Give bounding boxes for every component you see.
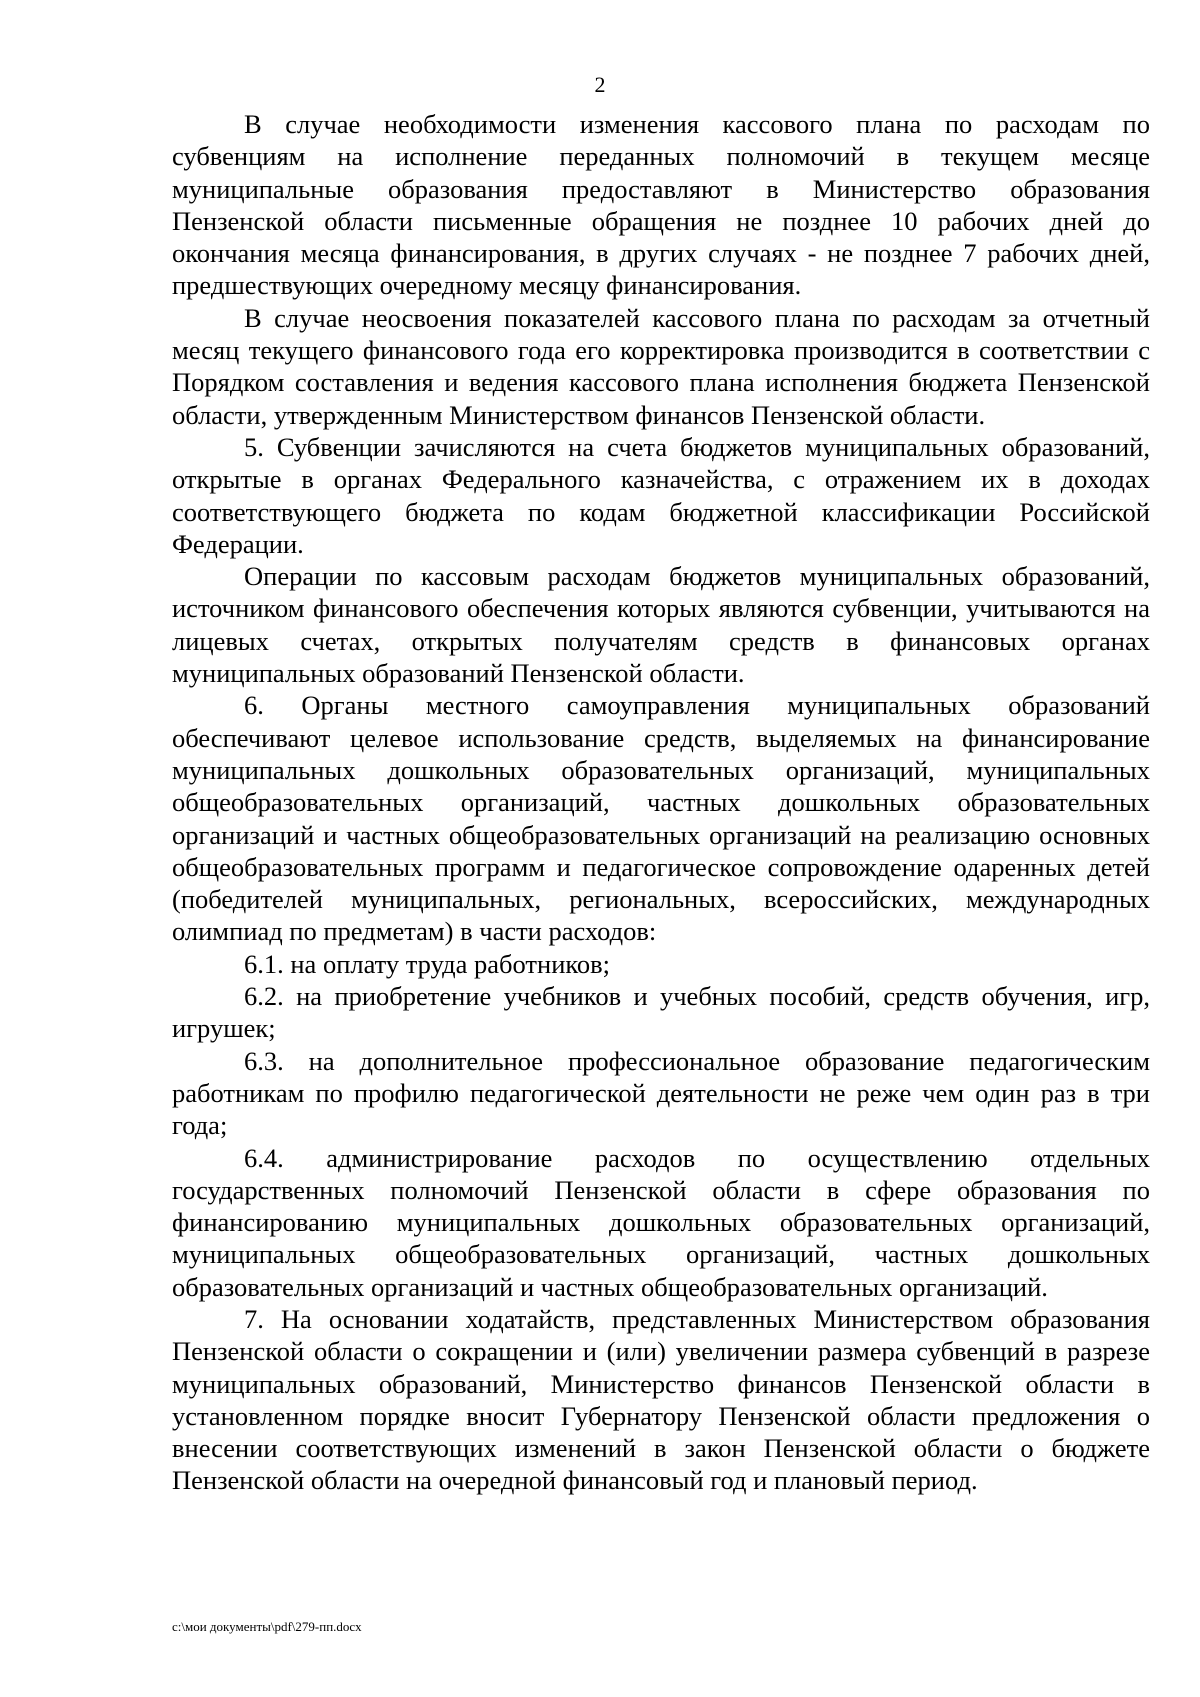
paragraph-cash-operations: Операции по кассовым расходам бюджетов муниципальных образований, источником финансового обеспечения которых являются субвенции, учитываются на лицевых счетах, открытых получателям средств в финансовых органах муниципальных образований Пензенской области. bbox=[172, 561, 1150, 689]
page-number: 2 bbox=[594, 72, 606, 97]
paragraph-item-6: 6. Органы местного самоуправления муниципальных образований обеспечивают целевое использование средств, выделяемых на финансирование муниципальных дошкольных образовательных организаций, муниципальных общеобразовательных организаций, частных дошкольных образовательных организаций и частных общеобразовательных организаций на реализацию основных общеобразовательных программ и педагогическое сопровождение одаренных детей (победителей муниципальных, региональных, всероссийских, международных олимпиад по предметам) в части расходов: bbox=[172, 690, 1150, 947]
document-body bbox=[172, 108, 1150, 1497]
paragraph-item-6-1: 6.1. на оплату труда работников; bbox=[244, 948, 611, 979]
paragraph-item-6-3: 6.3. на дополнительное профессиональное образование педагогическим работникам по профилю педагогической деятельности не реже чем один раз в три года; bbox=[172, 1045, 1150, 1141]
paragraph-item-6-2: 6.2. на приобретение учебников и учебных пособий, средств обучения, игр, игрушек; bbox=[172, 981, 1150, 1044]
paragraph-cash-plan-change: В случае необходимости изменения кассового плана по расходам по субвенциям на исполнение переданных полномочий в текущем месяце муниципальные образования предоставляют в Министерство образования Пензенской области письменные обращения не позднее 10 рабочих дней до окончания месяца финансирования, в других случаях - не позднее 7 рабочих дней, предшествующих очередному месяцу финансирования. bbox=[172, 109, 1150, 301]
paragraph-item-6-4: 6.4. администрирование расходов по осуществлению отдельных государственных полномочий Пензенской области в сфере образования по финансированию муниципальных дошкольных образовательных организаций, муниципальных общеобразовательных организаций, частных дошкольных образовательных организаций и частных общеобразовательных организаций. bbox=[172, 1142, 1150, 1302]
paragraph-item-5: 5. Субвенции зачисляются на счета бюджетов муниципальных образований, открытые в органах Федерального казначейства, с отражением их в доходах соответствующего бюджета по кодам бюджетной классификации Российской Федерации. bbox=[172, 431, 1150, 559]
paragraph-item-7: 7. На основании ходатайств, представленных Министерством образования Пензенской области о сокращении и (или) увеличении размера субвенций в разрезе муниципальных образований, Министерство финансов Пензенской области в установленном порядке вносит Губернатору Пензенской области предложения о внесении соответствующих изменений в закон Пензенской области о бюджете Пензенской области на очередной финансовый год и плановый период. bbox=[172, 1303, 1150, 1496]
paragraph-cash-plan-correction: В случае неосвоения показателей кассового плана по расходам за отчетный месяц текущего финансового года его корректировка производится в соответствии с Порядком составления и ведения кассового плана исполнения бюджета Пензенской области, утвержденным Министерством финансов Пензенской области. bbox=[172, 302, 1150, 430]
footer-file-path: c:\мои документы\pdf\279-пп.docx bbox=[172, 1619, 362, 1634]
